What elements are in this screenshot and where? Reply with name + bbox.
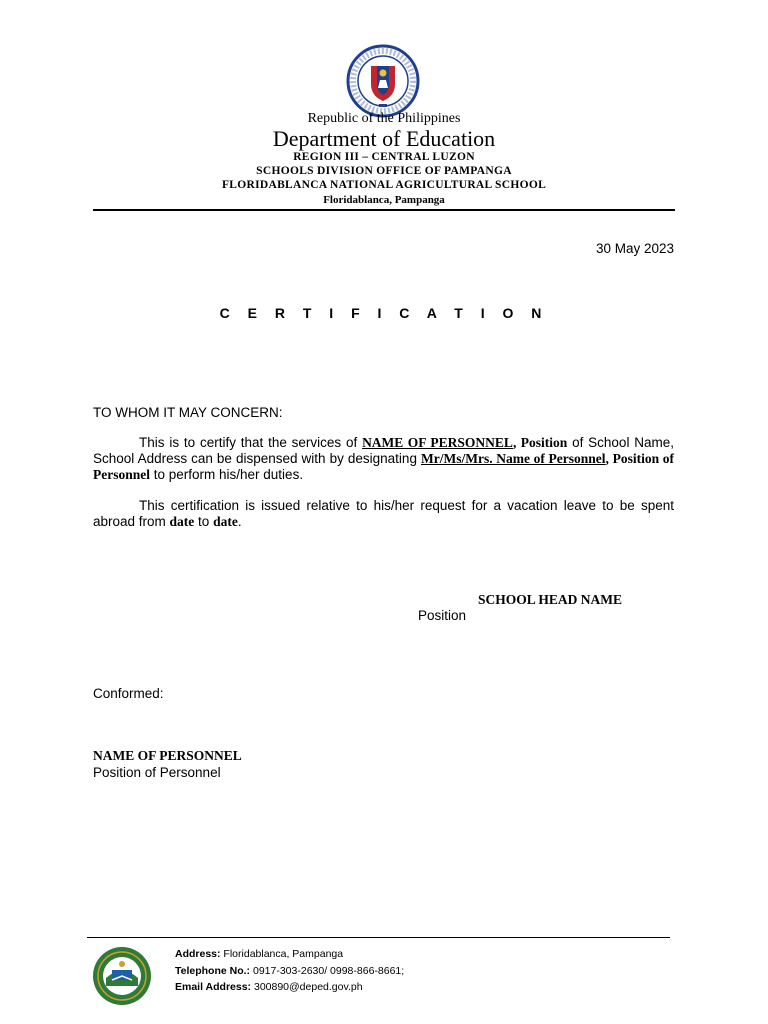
conformed-personnel-name: NAME OF PERSONNEL [93, 748, 242, 763]
region-line: REGION III – CENTRAL LUZON [293, 151, 475, 163]
designee-name: Mr/Ms/Mrs. Name of Personnel [420, 451, 606, 466]
address-value: Floridablanca, Pampanga [220, 948, 344, 960]
para2-text-1: This certification is issued relative to his/her request for a vacation leave to be spent abroad from [93, 498, 674, 529]
footer-email [175, 981, 363, 993]
personnel-name: NAME OF PERSONNEL [362, 435, 513, 450]
conformed-label: Conformed: [93, 686, 164, 701]
telephone-label: Telephone No.: [175, 965, 251, 977]
footer-address [175, 948, 343, 960]
email-label: Email Address: [175, 981, 252, 993]
document-date: 30 May 2023 [595, 241, 674, 256]
header-divider [93, 209, 675, 211]
leave-date-to: date [213, 514, 238, 529]
school-head-name: SCHOOL HEAD NAME [478, 592, 623, 607]
school-name: FLORIDABLANCA NATIONAL AGRICULTURAL SCHOOL [221, 179, 547, 191]
para1-comma: , [512, 435, 521, 450]
paragraph-leave [93, 498, 674, 530]
republic-line: Republic of the Philippines [307, 111, 461, 126]
personnel-position: Position [520, 435, 568, 450]
address-label: Address: [175, 948, 221, 960]
designee-position: Position of Personnel [93, 451, 674, 482]
conformed-personnel-position: Position of Personnel [93, 765, 221, 780]
para1-text-1: This is to certify that the services of [139, 435, 363, 450]
school-seal-logo [92, 946, 152, 1006]
footer-divider [87, 937, 670, 938]
para2-text-3: . [237, 514, 242, 529]
telephone-value: 0917-303-2630/ 0998-866-8661; [250, 965, 405, 977]
para1-text-3: to perform his/her duties. [150, 467, 304, 482]
department-name: Department of Education [272, 126, 496, 151]
school-head-position: Position [418, 608, 467, 623]
email-value: 300890@deped.gov.ph [251, 981, 363, 993]
para2-text-2: to [194, 514, 214, 529]
division-line: SCHOOLS DIVISION OFFICE OF PAMPANGA [256, 165, 512, 177]
footer-telephone [175, 965, 404, 977]
paragraph-services [93, 435, 674, 483]
deped-seal-logo [346, 44, 420, 118]
para1-text-2: of School Name, School Address can be dispensed with by designating [93, 435, 675, 466]
leave-date-from: date [169, 514, 195, 529]
para1-comma-2: , [605, 451, 613, 466]
school-town: Floridablanca, Pampanga [323, 194, 445, 206]
certification-title: C E R T I F I C A T I O N [219, 305, 549, 321]
salutation: TO WHOM IT MAY CONCERN: [93, 405, 283, 420]
